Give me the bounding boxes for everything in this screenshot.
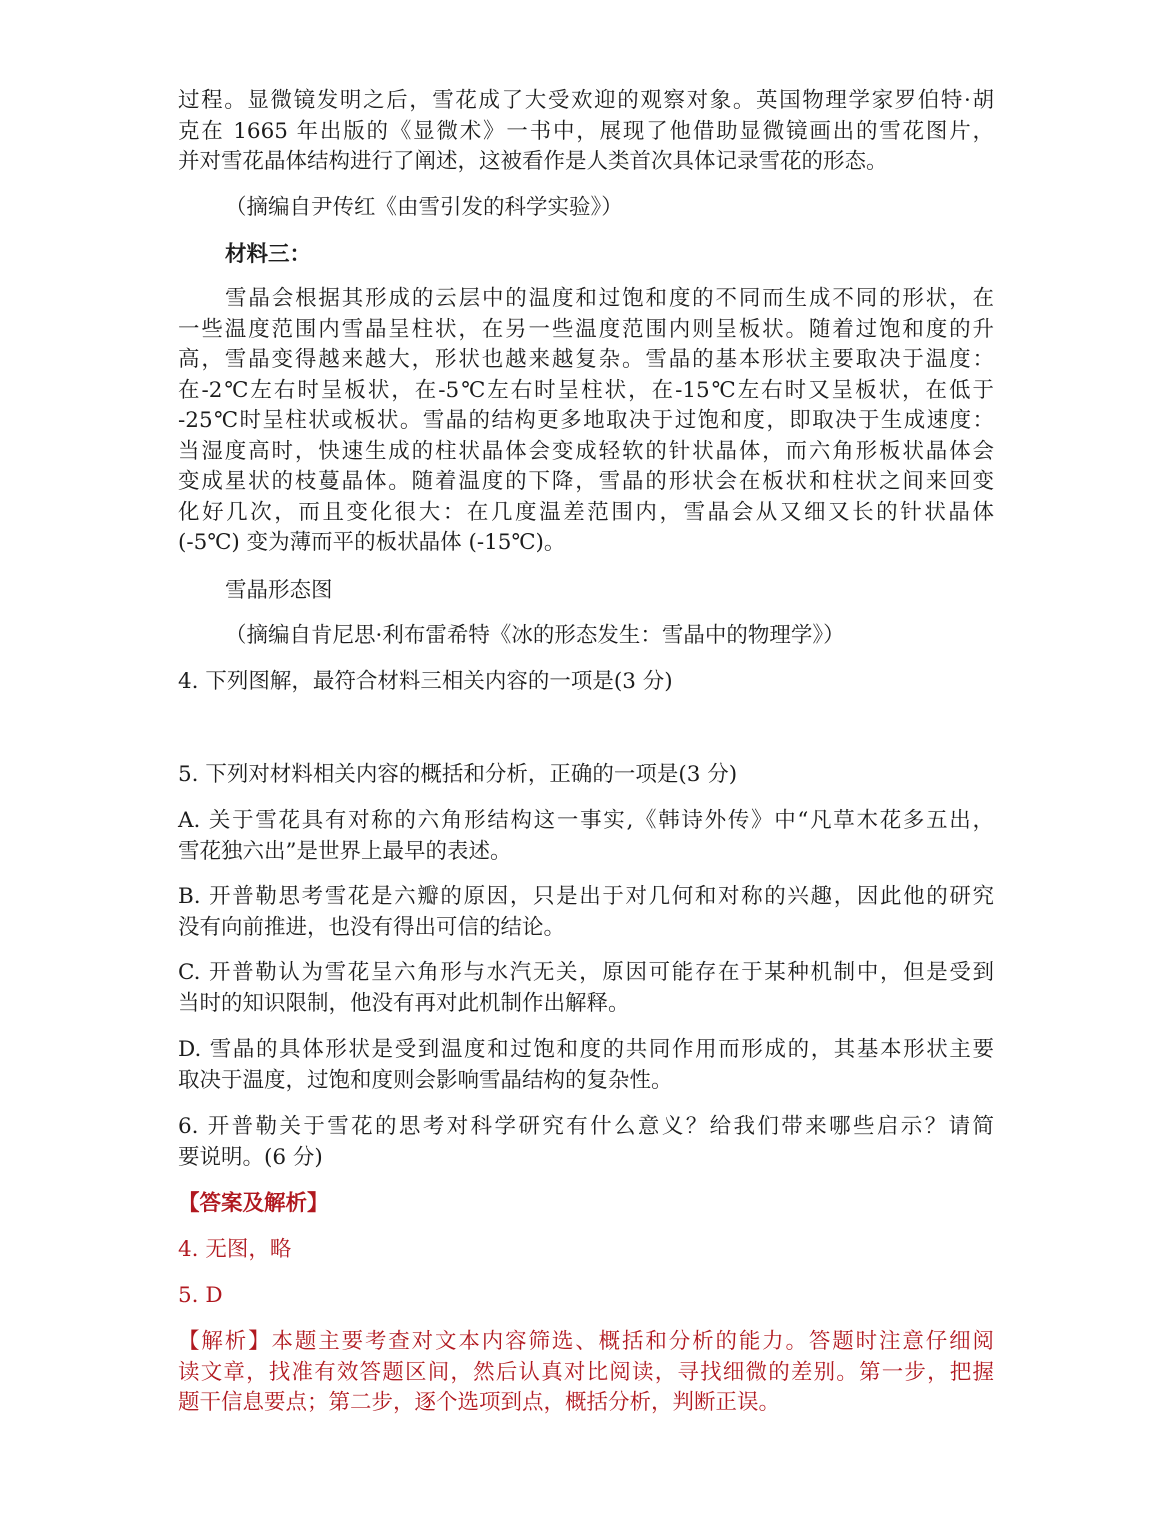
answer-4: 4. 无图，略 [178, 1237, 292, 1262]
material3-source: （摘编自肯尼思·利布雷希特《冰的形态发生：雪晶中的物理学》） [225, 623, 845, 648]
option-c [178, 958, 994, 1019]
answer-5: 5. D [178, 1283, 223, 1308]
text-line: 高，雪晶变得越来越大，形状也越来越复杂。雪晶的基本形状主要取决于温度： [178, 347, 994, 372]
text-line: 雪晶会根据其形成的云层中的温度和过饱和度的不同而生成不同的形状，在 [225, 286, 994, 311]
option-line: C. 开普勒认为雪花呈六角形与水汽无关，原因可能存在于某种机制中，但是受到 [178, 960, 994, 985]
option-b [178, 882, 994, 943]
text-line: (-5℃) 变为薄而平的板状晶体 (-15℃)。 [178, 530, 566, 555]
question-4: 4. 下列图解，最符合材料三相关内容的一项是(3 分) [178, 669, 673, 694]
intro-paragraph [178, 86, 994, 178]
analysis-line: 题干信息要点；第二步，逐个选项到点，概括分析，判断正误。 [178, 1390, 781, 1415]
material3-paragraph [178, 284, 994, 559]
text-line: 在-2℃左右时呈板状，在-5℃左右时呈柱状，在-15℃左右时又呈板状，在低于 [178, 377, 994, 403]
question-line: 要说明。(6 分) [178, 1144, 323, 1170]
option-a [178, 806, 994, 867]
intro-source: （摘编自尹传红《由雪引发的科学实验》） [225, 195, 623, 220]
option-line: A. 关于雪花具有对称的六角形结构这一事实,《韩诗外传》中“凡草木花多五出， [178, 808, 994, 833]
text-line: 并对雪花晶体结构进行了阐述，这被看作是人类首次具体记录雪花的形态。 [178, 149, 888, 174]
option-line: D. 雪晶的具体形状是受到温度和过饱和度的共同作用而形成的，其基本形状主要 [178, 1037, 994, 1062]
text-line: 过程。显微镜发明之后，雪花成了大受欢迎的观察对象。英国物理学家罗伯特·胡 [178, 88, 994, 113]
text-line: 克在 1665 年出版的《显微术》一书中，展现了他借助显微镜画出的雪花图片， [178, 118, 994, 144]
analysis-line: 【解析】本题主要考查对文本内容筛选、概括和分析的能力。答题时注意仔细阅 [178, 1329, 994, 1354]
option-line: B. 开普勒思考雪花是六瓣的原因，只是出于对几何和对称的兴趣，因此他的研究 [178, 884, 994, 909]
question-line: 6. 开普勒关于雪花的思考对科学研究有什么意义？给我们带来哪些启示？请简 [178, 1114, 994, 1139]
answers-heading: 【答案及解析】 [178, 1191, 329, 1216]
text-line: 当湿度高时，快速生成的柱状晶体会变成轻软的针状晶体，而六角形板状晶体会 [178, 438, 994, 464]
option-line: 当时的知识限制，他没有再对此机制作出解释。 [178, 990, 630, 1016]
text-line: 变成星状的枝蔓晶体。随着温度的下降，雪晶的形状会在板状和柱状之间来回变 [178, 469, 994, 494]
analysis-line: 读文章，找准有效答题区间，然后认真对比阅读，寻找细微的差别。第一步，把握 [178, 1359, 994, 1385]
text-line: -25℃时呈柱状或板状。雪晶的结构更多地取决于过饱和度，即取决于生成速度： [178, 408, 994, 433]
analysis-paragraph [178, 1327, 994, 1419]
text-line: 一些温度范围内雪晶呈柱状，在另一些温度范围内则呈板状。随着过饱和度的升 [178, 316, 994, 342]
option-line: 取决于温度，过饱和度则会影响雪晶结构的复杂性。 [178, 1067, 673, 1093]
option-line: 雪花独六出”是世界上最早的表述。 [178, 838, 512, 864]
option-d [178, 1035, 994, 1096]
material3-heading: 材料三： [225, 242, 312, 267]
figure-caption: 雪晶形态图 [225, 578, 333, 603]
question-6 [178, 1112, 994, 1173]
text-line: 化好几次，而且变化很大：在几度温差范围内，雪晶会从又细又长的针状晶体 [178, 499, 994, 525]
option-line: 没有向前推进，也没有得出可信的结论。 [178, 914, 566, 940]
question-5: 5. 下列对材料相关内容的概括和分析，正确的一项是(3 分) [178, 762, 738, 787]
